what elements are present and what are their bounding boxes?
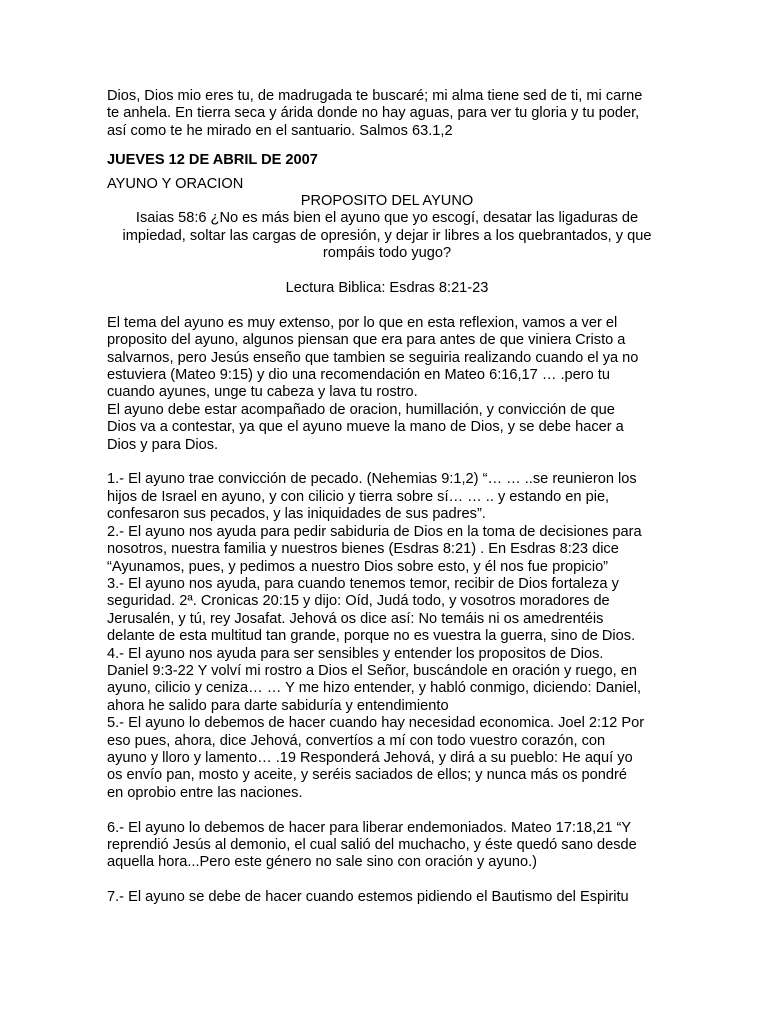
text-line: 5.- El ayuno lo debemos de hacer cuando hay necesidad economica. Joel 2:12 Por [107, 715, 645, 732]
spacer [107, 872, 667, 889]
text-line: ahora he salido para darte sabiduría y entendimiento [107, 697, 449, 714]
spacer [107, 454, 667, 471]
point-7-paragraph [107, 889, 667, 906]
text-line: eso pues, ahora, dice Jehová, convertíos a mí con todo vuestro corazón, con [107, 732, 606, 749]
text-line: así como te he mirado en el santuario. Salmos 63.1,2 [107, 122, 453, 139]
subtitle: PROPOSITO DEL AYUNO [300, 193, 474, 210]
text-line: ayuno, cilicio y ceniza… … Y me hizo entender, y habló conmigo, diciendo: Daniel, [107, 680, 642, 697]
text-line: 4.- El ayuno nos ayuda para ser sensibles y entender los propositos de Dios. [107, 645, 604, 662]
text-line: proposito del ayuno, algunos piensan que era para antes de que viniera Cristo a [107, 332, 626, 349]
body-paragraph-1 [107, 315, 667, 402]
text-line: delante de esta multitud tan grande, porque no es vuestra la guerra, sino de Dios. [107, 628, 636, 645]
text-line: aquella hora...Pero este género no sale sino con oración y ayuno.) [107, 854, 537, 871]
points-list [107, 471, 667, 802]
text-line: Dios y para Dios. [107, 436, 219, 453]
text-line: 3.- El ayuno nos ayuda, para cuando tenemos temor, recibir de Dios fortaleza y [107, 575, 619, 592]
text-line: reprendió Jesús al demonio, el cual salió del muchacho, y éste quedó sano desde [107, 837, 637, 853]
text-line: impiedad, soltar las cargas de opresión, y dejar ir libres a los quebrantados, y que [122, 227, 652, 244]
section-title: AYUNO Y ORACION [107, 175, 244, 192]
text-line: rompáis todo yugo? [322, 245, 452, 262]
text-line: “Ayunamos, pues, y pedimos a nuestro Dios sobre esto, y él nos fue propicio” [107, 558, 609, 575]
text-line: 6.- El ayuno lo debemos de hacer para liberar endemoniados. Mateo 17:18,21 “Y [107, 819, 632, 836]
spacer [107, 802, 667, 819]
text-line: 7.- El ayuno se debe de hacer cuando estemos pidiendo el Bautismo del Espiritu [107, 889, 629, 906]
text-line: 2.- El ayuno nos ayuda para pedir sabiduria de Dios en la toma de decisiones para [107, 523, 642, 540]
reading-reference: Lectura Biblica: Esdras 8:21-23 [285, 280, 489, 297]
text-line: nosotros, nuestra familia y nuestros bienes (Esdras 8:21) . En Esdras 8:23 dice [107, 541, 619, 558]
spacer [107, 263, 667, 280]
text-line: El ayuno debe estar acompañado de oracion, humillación, y convicción de que [107, 401, 615, 418]
text-line: Dios va a contestar, ya que el ayuno mueve la mano de Dios, y se debe hacer a [107, 419, 624, 436]
text-line: te anhela. En tierra seca y árida donde no hay aguas, para ver tu gloria y tu poder, [107, 105, 640, 122]
text-line: Daniel 9:3-22 Y volví mi rostro a Dios el Señor, buscándole en oración y ruego, en [107, 662, 638, 679]
intro-paragraph [107, 88, 667, 140]
text-line: cuando ayunes, unge tu cabeza y lava tu rostro. [107, 384, 418, 401]
point-6-paragraph [107, 820, 667, 872]
text-line: en oprobio entre las naciones. [107, 784, 303, 801]
text-line: os envío pan, mosto y aceite, y seréis saciados de ellos; y nunca más os pondré [107, 767, 627, 784]
text-line: Isaias 58:6 ¿No es más bien el ayuno que yo escogí, desatar las ligaduras de [135, 210, 639, 227]
text-line: salvarnos, pero Jesús enseño que tambien se seguiria realizando cuando el ya no [107, 349, 639, 366]
spacer [107, 297, 667, 314]
text-line: ayuno y lloro y lamento… .19 Responderá Jehová, y dirá a su pueblo: He aquí yo [107, 749, 633, 766]
text-line: Jerusalén, y tú, rey Josafat. Jehová os dice así: No temáis ni os amedrentéis [107, 610, 604, 627]
text-line: El tema del ayuno es muy extenso, por lo que en esta reflexion, vamos a ver el [107, 314, 618, 331]
text-line: 1.- El ayuno trae convicción de pecado. (Nehemias 9:1,2) “… … ..se reunieron los [107, 471, 637, 488]
text-line: estuviera (Mateo 9:15) y dio una recomendación en Mateo 6:16,17 … .pero tu [107, 367, 610, 384]
text-line: hijos de Israel en ayuno, y con cilicio y tierra sobre sí… … .. y estando en pie, [107, 488, 610, 505]
date-heading: JUEVES 12 DE ABRIL DE 2007 [107, 152, 318, 169]
body-paragraph-2 [107, 402, 667, 454]
document-page [107, 88, 667, 907]
text-line: confesaron sus pecados, y las iniquidades de sus padres”. [107, 506, 486, 523]
text-line: Dios, Dios mio eres tu, de madrugada te buscaré; mi alma tiene sed de ti, mi carne [107, 88, 643, 104]
key-verse [107, 210, 667, 262]
text-line: seguridad. 2ª. Cronicas 20:15 y dijo: Oíd, Judá todo, y vosotros moradores de [107, 593, 610, 610]
